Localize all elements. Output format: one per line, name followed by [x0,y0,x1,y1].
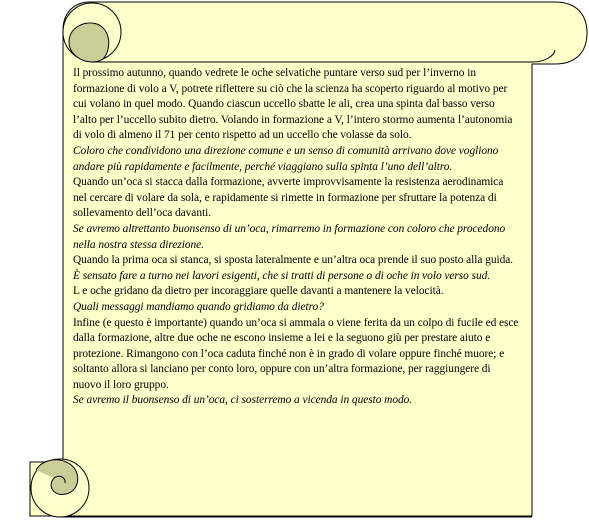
paragraph: Infine (e questo è importante) quando un’oca si ammala o viene ferita da un colpo di fucile ed esce dalla formazione, altre due oche ne escono insieme a lei e la seguono giù per prestare aiuto e protezione. Rimangono con l’oca caduta finché non è in grado di volare oppure finché muore; e soltanto allora si lanciano per conto loro, oppure con un’altra formazione, per raggiungere di nuovo il loro gruppo. [73,316,519,391]
paragraph: Quali messaggi mandiamo quando gridiamo da dietro? [73,300,324,313]
paragraph: L e oche gridano da dietro per incoraggiare quelle davanti a mantenere la velocità. [73,285,444,298]
paragraph: Quando la prima oca si stanca, si sposta lateralmente e un’altra oca prende il suo posto alla guida. [73,254,514,267]
paragraph: Se avremo il buonsenso di un’oca, ci sosterremo a vicenda in questo modo. [73,394,413,407]
paragraph: Se avremo altrettanto buonsenso di un’oca, rimarremo in formazione con coloro che procedono nella nostra stessa direzione. [73,222,506,251]
paragraph: È sensato fare a turno nei lavori esigenti, che si tratti di persone o di oche in volo verso sud. [73,269,491,282]
paragraph: Coloro che condividono una direzione comune e un senso di comunità arrivano dove vogliono andare più rapidamente e facilmente, perché viaggiano sulla spinta l’uno dell’altro. [73,144,499,173]
paragraph: Il prossimo autunno, quando vedrete le oche selvatiche puntare verso sud per l’inverno in formazione di volo a V, potrete riflettere su ciò che la scienza ha scoperto riguardo al motivo per cui volano in quel modo. Quando ciascun uccello sbatte le ali, crea una spinta dal basso verso l’alto per l’uccello subito dietro. Volando in formazione a V, l’intero stormo aumenta l’autonomia di volo di almeno il 71 per cento rispetto ad un uccello che volasse da solo. [73,67,513,142]
scroll-text-content [73,66,519,409]
paragraph: Quando un’oca si stacca dalla formazione, avverte improvvisamente la resistenza aerodinamica nel cercare di volare da sola, e rapidamente si rimette in formazione per sfruttare la potenza di sollevamento dell’oca davanti. [73,176,504,220]
